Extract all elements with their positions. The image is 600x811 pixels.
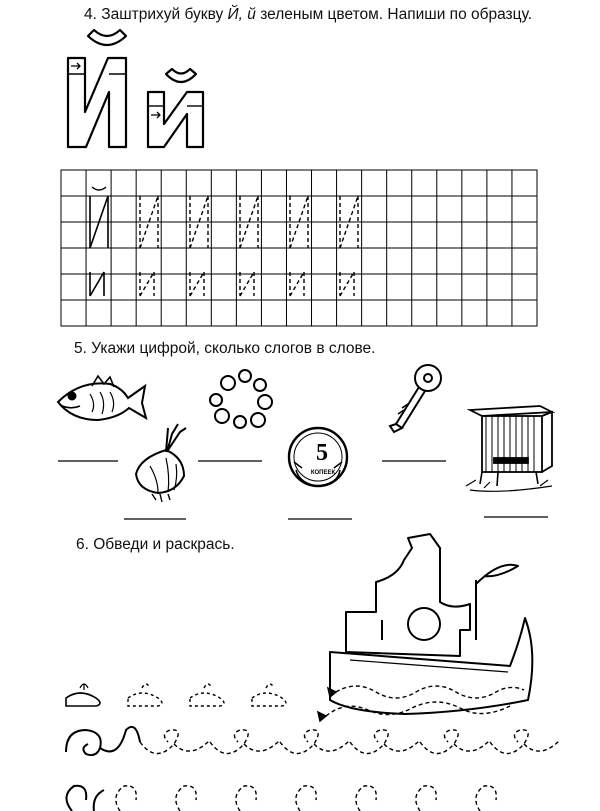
task6-number: 6. — [76, 536, 89, 553]
whale-trace-row — [66, 684, 100, 706]
task4-text-before: Заштрихуй букву — [101, 6, 224, 23]
dashed-spiral-wave — [140, 730, 210, 754]
big-letters-outline — [68, 30, 203, 147]
arrow-markers — [318, 688, 336, 721]
task4-text-after: зеленым цветом. Напиши по образцу. — [260, 6, 533, 23]
dashed-whale — [128, 684, 162, 706]
dashed-swirl — [176, 786, 196, 811]
grid-sample-letters — [90, 187, 108, 296]
onion-picture — [136, 424, 186, 502]
dashed-small-letter — [290, 272, 304, 296]
task5-text: Укажи цифрой, сколько слогов в слове. — [91, 340, 376, 357]
dashed-swirl — [416, 786, 436, 811]
dashed-swirl — [356, 786, 376, 811]
task4-letters: Й, й — [227, 6, 256, 23]
dashed-small-letter — [240, 272, 254, 296]
task4-number: 4. — [84, 6, 97, 23]
dashed-swirl — [116, 786, 136, 811]
dashed-spiral-wave — [280, 730, 350, 754]
coin-picture — [289, 428, 347, 486]
dashed-small-letter — [140, 272, 154, 296]
spiral-wave-row — [66, 727, 140, 755]
coin-label: КОПЕЕК — [310, 470, 336, 476]
dashed-spiral-wave — [210, 730, 280, 754]
dashed-small-letter — [340, 272, 354, 296]
dashed-spiral-wave — [350, 730, 420, 754]
fish-picture — [58, 376, 146, 420]
task6-text: Обведи и раскрась. — [93, 536, 235, 553]
task5-number: 5. — [74, 340, 87, 357]
grid-dashed-letters — [140, 196, 358, 296]
writing-grid — [61, 170, 537, 326]
dashed-swirl — [296, 786, 316, 811]
swirl-row — [66, 786, 104, 811]
capital-short-i-letter — [68, 30, 126, 147]
necklace-picture — [210, 370, 272, 428]
swirl-row-dashed — [116, 786, 496, 811]
dashed-swirl — [476, 786, 496, 811]
dashed-spiral-wave — [420, 730, 490, 754]
spiral-wave-dashed — [140, 730, 560, 754]
ship-waves-dashed — [326, 686, 524, 716]
dashed-whale — [252, 684, 286, 706]
dashed-spiral-wave — [490, 730, 560, 754]
dashed-swirl — [236, 786, 256, 811]
dashed-whale — [190, 684, 224, 706]
whale-trace-dashed — [128, 684, 286, 706]
key-picture — [390, 365, 441, 432]
coin-value: 5 — [316, 440, 328, 466]
dashed-small-letter — [190, 272, 204, 296]
beehive-picture — [466, 406, 552, 491]
small-short-i-letter — [148, 69, 203, 147]
